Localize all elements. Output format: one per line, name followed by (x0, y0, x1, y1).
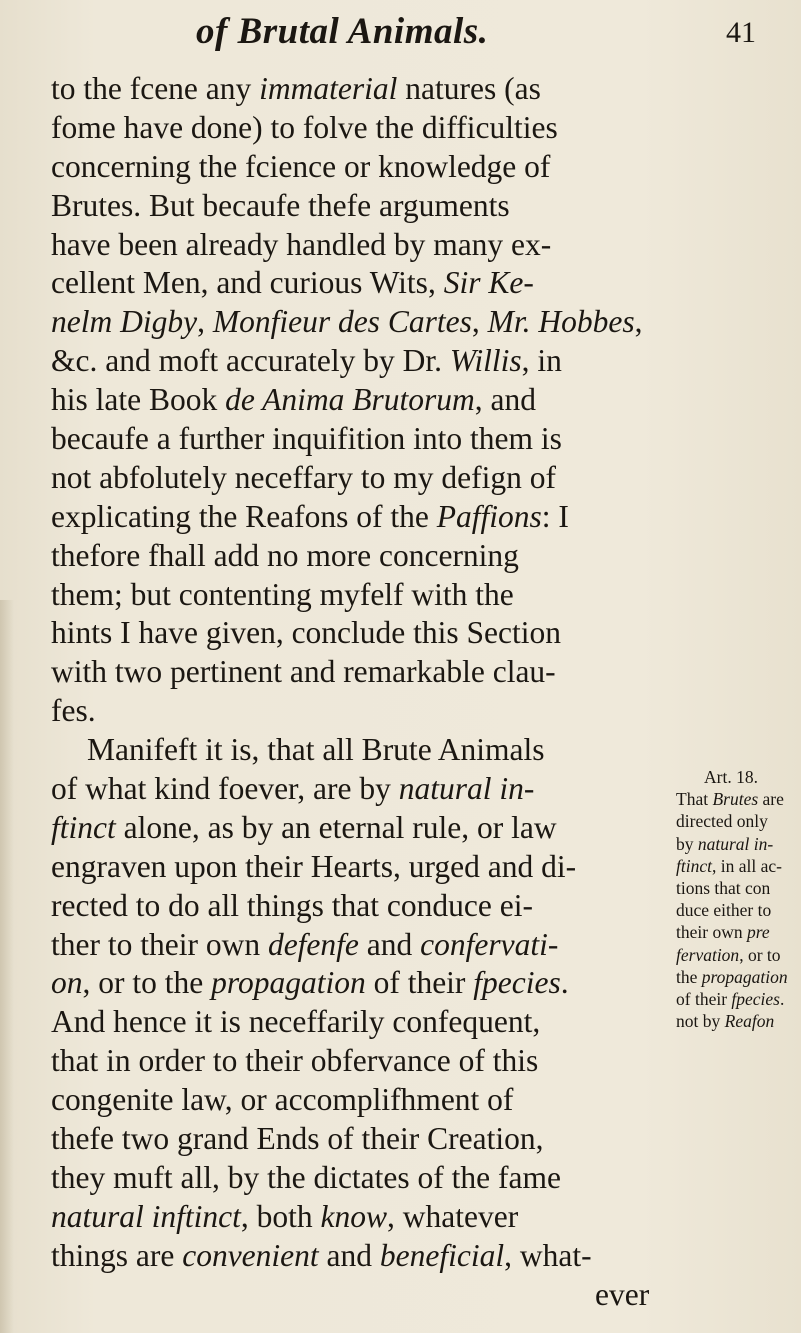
body-text: hints I have given, conclude this Section (51, 615, 562, 651)
body-text: , (634, 304, 643, 340)
body-italic-text: beneficial (379, 1237, 505, 1273)
body-line (51, 342, 691, 381)
page-gutter-shadow (0, 600, 14, 1333)
body-text: &c. and moft accurately by Dr. (51, 343, 450, 379)
body-text: ever (595, 1276, 650, 1312)
body-line (51, 1276, 691, 1315)
body-text: that in order to their obfervance of this (51, 1043, 539, 1079)
body-text: ther to their own (51, 926, 268, 962)
body-line (51, 576, 691, 615)
body-text: fes. (51, 693, 96, 729)
page-header (0, 8, 801, 56)
body-line (51, 614, 691, 653)
margin-note-line (676, 1010, 801, 1032)
body-line (51, 809, 691, 848)
margin-note-text: duce either to (676, 900, 772, 921)
body-text: Manifeft it is, that all Brute Animals (87, 732, 545, 768)
body-line (51, 1120, 691, 1159)
body-text: , (471, 304, 488, 340)
body-line (51, 1042, 691, 1081)
margin-note-text: not by (676, 1011, 725, 1032)
margin-note-italic-text: ftinct (676, 855, 712, 876)
margin-note-line (676, 877, 801, 899)
body-line (51, 770, 691, 809)
body-text: , both (240, 1198, 321, 1234)
margin-note-line (676, 944, 801, 966)
body-line (51, 459, 691, 498)
body-text: to the fcene any (51, 71, 260, 106)
margin-note-text: are (758, 789, 784, 810)
body-text: with two pertinent and remarkable clau- (51, 654, 556, 690)
body-text: them; but contenting myfelf with the (51, 576, 514, 612)
body-line (51, 848, 691, 887)
body-italic-text: convenient (182, 1237, 319, 1273)
body-text: his late Book (51, 382, 226, 418)
body-line (51, 420, 691, 459)
body-line (51, 148, 691, 187)
body-text: cellent Men, and curious Wits, (51, 265, 444, 301)
margin-note-italic-text: propagation (701, 966, 788, 987)
margin-note-text: . (780, 988, 785, 1009)
body-italic-text: de Anima Brutorum (225, 382, 475, 418)
body-italic-text: Paffions (436, 498, 542, 534)
margin-note-line (676, 766, 801, 788)
body-line (51, 187, 691, 226)
body-text: alone, as by an eternal rule, or law (115, 809, 557, 845)
body-text: , in (521, 343, 562, 379)
body-italic-text: Monfieur des Cartes (212, 304, 472, 340)
body-line (51, 109, 691, 148)
margin-note-text: That (676, 789, 713, 810)
margin-note-italic-text: fpecies (731, 988, 780, 1009)
body-text: fome have done) to folve the difficulties (51, 109, 558, 145)
body-line (51, 537, 691, 576)
margin-note-text: directed only (676, 811, 768, 832)
margin-note-line (676, 810, 801, 832)
body-line (51, 1081, 691, 1120)
margin-note-text: , in all ac- (711, 855, 782, 876)
body-italic-text: immaterial (259, 71, 398, 106)
margin-note-line (676, 988, 801, 1010)
body-text: things are (51, 1237, 183, 1273)
margin-note-line (676, 921, 801, 943)
body-line (51, 964, 691, 1003)
body-text: have been already handled by many ex- (51, 226, 552, 262)
margin-note-italic-text: Reafon (724, 1011, 775, 1032)
margin-note-text: Art. 18. (704, 767, 758, 787)
body-text: and (318, 1237, 380, 1273)
margin-note-italic-text: fervation (676, 944, 740, 965)
body-italic-text: defenfe (267, 926, 359, 962)
margin-note (676, 766, 801, 1032)
body-italic-text: ftinct (51, 809, 116, 845)
body-line (51, 1237, 691, 1276)
body-italic-text: natural inftinct (51, 1198, 241, 1234)
body-italic-text: nelm Digby (51, 304, 198, 340)
body-text: engraven upon their Hearts, urged and di- (51, 848, 577, 884)
body-italic-text: Sir Ke- (443, 265, 534, 301)
body-text (51, 70, 691, 1315)
body-line (51, 887, 691, 926)
body-line (51, 926, 691, 965)
body-line (51, 498, 691, 537)
body-text: , whatever (387, 1198, 519, 1234)
body-line (51, 381, 691, 420)
body-text: thefe two grand Ends of their Creation, (51, 1121, 544, 1157)
margin-note-text: the (676, 966, 702, 987)
body-line (51, 731, 691, 770)
page-number: 41 (726, 16, 756, 49)
body-italic-text: Mr. Hobbes (487, 304, 635, 340)
body-line (51, 70, 691, 109)
margin-note-text: by (676, 833, 698, 854)
body-text: concerning the fcience or knowledge of (51, 148, 551, 184)
body-text: explicating the Reafons of the (51, 498, 437, 534)
body-text: of their (365, 965, 474, 1001)
margin-note-text: , or to (739, 944, 781, 965)
body-line (51, 303, 691, 342)
margin-note-text: their own (676, 922, 747, 943)
body-text: natures (as (397, 71, 541, 106)
margin-note-text: of their (676, 988, 732, 1009)
body-italic-text: fpecies (473, 965, 561, 1001)
body-italic-text: know (320, 1198, 388, 1234)
margin-note-italic-text: Brutes (712, 789, 759, 810)
body-text: , (197, 304, 213, 340)
body-italic-text: propagation (211, 965, 366, 1001)
body-text: of what kind foever, are by (51, 771, 399, 807)
running-head: of Brutal Animals. (196, 11, 489, 52)
body-text: becaufe a further inquifition into them is (51, 421, 562, 457)
body-line (51, 1159, 691, 1198)
body-text: , and (474, 382, 537, 418)
body-text: And hence it is neceffarily confequent, (51, 1004, 541, 1040)
margin-note-line (676, 855, 801, 877)
body-line (51, 264, 691, 303)
body-text: , or to the (82, 965, 212, 1001)
body-text: Brutes. But becaufe thefe arguments (51, 187, 510, 223)
body-text: not abfolutely neceffary to my defign of (51, 459, 556, 495)
body-line (51, 226, 691, 265)
body-italic-text: on (51, 965, 83, 1001)
body-text: , what- (504, 1237, 592, 1273)
body-line (51, 653, 691, 692)
margin-note-line (676, 966, 801, 988)
body-text: thefore fhall add no more concerning (51, 537, 519, 573)
body-text: they muft all, by the dictates of the fame (51, 1159, 561, 1195)
body-text: and (358, 926, 421, 962)
body-italic-text: Willis (449, 343, 522, 379)
body-line (51, 1003, 691, 1042)
margin-note-line (676, 899, 801, 921)
body-line (51, 692, 691, 731)
margin-note-italic-text: pre (746, 922, 770, 943)
body-italic-text: natural in- (398, 771, 535, 807)
body-text: congenite law, or accomplifhment of (51, 1082, 514, 1118)
body-text: rected to do all things that conduce ei- (51, 887, 533, 923)
margin-note-italic-text: natural in- (697, 833, 774, 854)
margin-note-line (676, 833, 801, 855)
body-text: : I (541, 498, 569, 534)
body-text: . (560, 965, 569, 1001)
margin-note-text: tions that con (676, 877, 771, 898)
body-italic-text: confervati- (420, 926, 559, 962)
margin-note-line (676, 788, 801, 810)
body-line (51, 1198, 691, 1237)
